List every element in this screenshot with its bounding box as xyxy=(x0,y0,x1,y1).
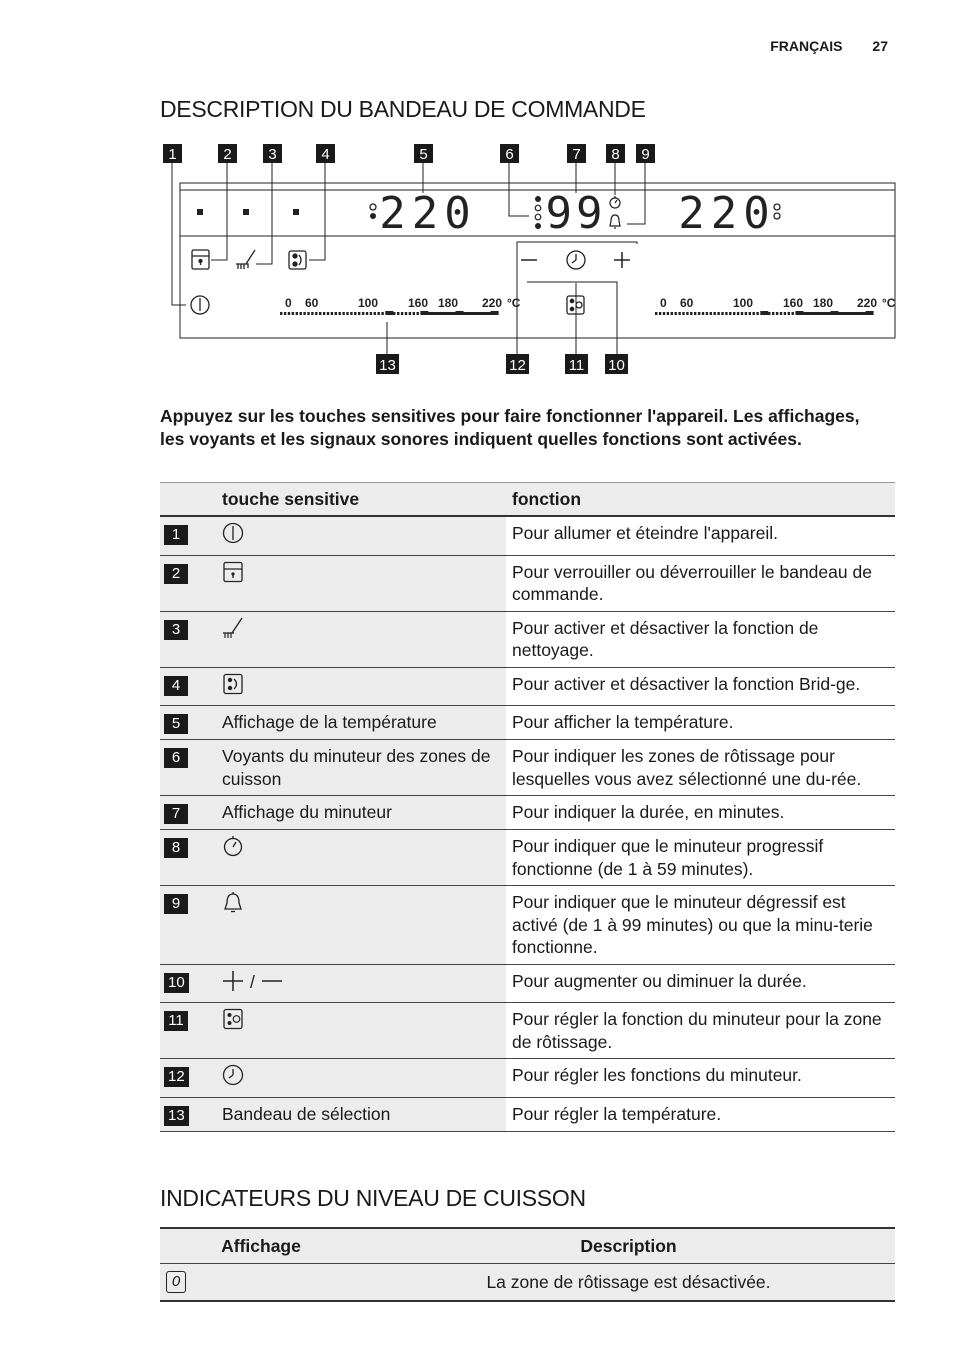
scale-tick xyxy=(413,312,415,315)
scale-tick xyxy=(706,312,708,315)
header-description: Description xyxy=(362,1228,895,1264)
scale-label: 160 xyxy=(783,296,804,310)
clock-touch-icon xyxy=(567,251,585,269)
touch-cell xyxy=(216,1097,506,1131)
scale-tick xyxy=(397,312,399,315)
header-touch: touche sensitive xyxy=(216,483,506,517)
scale-tick xyxy=(358,312,360,315)
callout-number: 10 xyxy=(164,973,189,993)
scale-label: 180 xyxy=(813,296,834,310)
bridge-icon xyxy=(222,673,244,701)
table-row xyxy=(160,1059,895,1098)
scale-tick xyxy=(350,312,352,315)
zone-timer-icon xyxy=(222,1008,244,1036)
callout-7 xyxy=(567,144,586,163)
scale-tick xyxy=(323,312,325,315)
section-title-control-panel: DESCRIPTION DU BANDEAU DE COMMANDE xyxy=(160,96,646,122)
svg-text:2: 2 xyxy=(223,146,232,163)
row-number-cell xyxy=(160,1097,216,1131)
callout-8 xyxy=(606,144,625,163)
function-cell: Pour verrouiller ou déverrouiller le bandeau de commande. xyxy=(506,555,895,611)
scale-tick xyxy=(319,312,321,315)
callout-9 xyxy=(636,144,655,163)
level-display-cell xyxy=(160,1264,362,1302)
power-touch-icon xyxy=(191,296,209,314)
row-number-cell xyxy=(160,740,216,796)
svg-text:10: 10 xyxy=(608,357,625,374)
scale-tick xyxy=(686,312,688,315)
scale-tick xyxy=(768,312,770,315)
scale-tick xyxy=(690,312,692,315)
scale-tick xyxy=(389,312,391,315)
scale-tick xyxy=(327,312,329,315)
header-language: FRANÇAIS xyxy=(770,38,843,54)
scale-tick xyxy=(296,312,298,315)
callout-4 xyxy=(316,144,335,163)
table-row xyxy=(160,667,895,706)
touch-cell xyxy=(216,516,506,555)
zone-indicator-3 xyxy=(293,209,299,215)
function-cell: Pour afficher la température. xyxy=(506,706,895,740)
scale-label: 180 xyxy=(438,296,459,310)
callout-number: 12 xyxy=(164,1067,189,1087)
scale-label: °C xyxy=(882,296,896,310)
scale-tick xyxy=(393,312,395,315)
table-header-row xyxy=(160,483,895,517)
table-row xyxy=(160,886,895,965)
scale-tick xyxy=(749,312,751,315)
callout-number: 8 xyxy=(164,838,188,858)
scale-tick xyxy=(307,312,309,315)
scale-tick xyxy=(702,312,704,315)
scale-tick xyxy=(780,312,782,315)
scale-tick xyxy=(378,312,380,315)
touch-cell xyxy=(216,1059,506,1098)
scale-tick xyxy=(753,312,755,315)
scale-tick xyxy=(331,312,333,315)
minus-icon xyxy=(261,970,283,998)
header-function: fonction xyxy=(506,483,895,517)
svg-text:11: 11 xyxy=(568,357,585,374)
cleaning-touch-icon xyxy=(236,250,255,269)
svg-text:9: 9 xyxy=(641,146,650,163)
scale-tick xyxy=(725,312,727,315)
scale-tick xyxy=(694,312,696,315)
scale-tick xyxy=(764,312,766,315)
scale-tick xyxy=(756,312,758,315)
scale-tick xyxy=(772,312,774,315)
touch-label: Bandeau de sélection xyxy=(222,1103,391,1124)
row-number-cell xyxy=(160,516,216,555)
function-cell: Pour régler les fonctions du minuteur. xyxy=(506,1059,895,1098)
touch-cell xyxy=(216,830,506,886)
cleaning-icon xyxy=(222,617,244,645)
control-panel-diagram xyxy=(150,140,910,385)
table-row xyxy=(160,1097,895,1131)
scale-tick xyxy=(678,312,680,315)
bell-icon xyxy=(222,891,244,919)
scale-tick xyxy=(409,312,411,315)
svg-text:4: 4 xyxy=(321,146,330,163)
scale-tick xyxy=(362,312,364,315)
table-row xyxy=(160,964,895,1003)
callout-labels-bottom xyxy=(376,354,628,374)
row-number-cell xyxy=(160,886,216,965)
stopwatch-indicator-icon xyxy=(610,196,620,208)
scale-label: 220 xyxy=(482,296,503,310)
scale-tick xyxy=(710,312,712,315)
right-temperature-display: 220 xyxy=(678,188,776,239)
scale-tick xyxy=(805,312,870,315)
scale-tick xyxy=(729,312,731,315)
touch-cell xyxy=(216,1003,506,1059)
scale-tick xyxy=(659,312,661,315)
function-cell: Pour régler la fonction du minuteur pour la zone de rôtissage. xyxy=(506,1003,895,1059)
svg-text:12: 12 xyxy=(509,357,526,374)
callout-number: 9 xyxy=(164,894,188,914)
bridge-touch-icon xyxy=(289,251,306,269)
scale-tick xyxy=(682,312,684,315)
scale-tick xyxy=(288,312,290,315)
scale-tick xyxy=(370,312,372,315)
scale-tick xyxy=(284,312,286,315)
clock-icon xyxy=(222,1064,244,1092)
callout-13 xyxy=(376,354,399,374)
section-title-level-indicators: INDICATEURS DU NIVEAU DE CUISSON xyxy=(160,1185,586,1211)
svg-text:5: 5 xyxy=(419,146,428,163)
row-number-cell xyxy=(160,796,216,830)
function-cell: Pour allumer et éteindre l'appareil. xyxy=(506,516,895,555)
row-number-cell xyxy=(160,1003,216,1059)
scale-tick xyxy=(714,312,716,315)
touch-cell xyxy=(216,796,506,830)
intro-paragraph: Appuyez sur les touches sensitives pour faire fonctionner l'appareil. Les affichages, les voyants et les signaux sonores indiquent quelles fonctions sont activées. xyxy=(160,406,860,449)
scale-tick xyxy=(784,312,786,315)
table-row xyxy=(160,555,895,611)
scale-tick xyxy=(733,312,735,315)
scale-tick xyxy=(721,312,723,315)
callout-number: 3 xyxy=(164,620,188,640)
callout-2 xyxy=(218,144,237,163)
table-row xyxy=(160,796,895,830)
function-cell: Pour augmenter ou diminuer la durée. xyxy=(506,964,895,1003)
callout-number: 6 xyxy=(164,748,188,768)
bell-indicator-icon xyxy=(610,215,620,228)
svg-text:6: 6 xyxy=(505,146,514,163)
touch-cell xyxy=(216,667,506,706)
scale-label: 0 xyxy=(660,296,667,310)
scale-tick xyxy=(698,312,700,315)
callout-11 xyxy=(565,354,588,374)
callout-number: 1 xyxy=(164,525,188,545)
table-row xyxy=(160,706,895,740)
scale-tick xyxy=(405,312,407,315)
touch-cell xyxy=(216,964,506,1003)
zone-indicator-2 xyxy=(243,209,249,215)
svg-text:13: 13 xyxy=(379,357,396,374)
stopwatch-icon xyxy=(222,835,244,863)
svg-text:1: 1 xyxy=(168,146,177,163)
row-number-cell xyxy=(160,667,216,706)
scale-tick xyxy=(374,312,376,315)
scale-tick xyxy=(381,312,383,315)
timer-display: 99 xyxy=(545,188,607,239)
plus-icon xyxy=(222,970,244,998)
function-cell: Pour indiquer que le minuteur dégressif est activé (de 1 à 99 minutes) ou que la minu-terie fonctionne. xyxy=(506,886,895,965)
scale-tick xyxy=(776,312,778,315)
callout-6 xyxy=(500,144,519,163)
function-cell: Pour activer et désactiver la fonction de nettoyage. xyxy=(506,611,895,667)
callout-10 xyxy=(605,354,628,374)
callout-number: 13 xyxy=(164,1106,189,1126)
level-description-cell: La zone de rôtissage est désactivée. xyxy=(362,1264,895,1302)
scale-tick xyxy=(366,312,368,315)
table-row xyxy=(160,611,895,667)
callout-number: 4 xyxy=(164,676,188,696)
table-row xyxy=(160,1003,895,1059)
function-cell: Pour activer et désactiver la fonction Brid-ge. xyxy=(506,667,895,706)
page-header xyxy=(744,38,888,54)
scale-tick xyxy=(671,312,673,315)
scale-tick xyxy=(346,312,348,315)
scale-tick xyxy=(335,312,337,315)
scale-tick xyxy=(741,312,743,315)
scale-tick xyxy=(354,312,356,315)
function-cell: Pour indiquer les zones de rôtissage pour lesquelles vous avez sélectionné une du-rée. xyxy=(506,740,895,796)
touch-label: Affichage de la température xyxy=(222,712,437,732)
callout-1 xyxy=(163,144,182,163)
scale-tick xyxy=(417,312,419,315)
scale-tick xyxy=(799,312,801,315)
scale-tick xyxy=(667,312,669,315)
scale-label: 100 xyxy=(358,296,379,310)
row-number-cell xyxy=(160,555,216,611)
scale-label: 60 xyxy=(305,296,319,310)
header-num xyxy=(160,483,216,517)
scale-tick xyxy=(717,312,719,315)
callout-number: 5 xyxy=(164,714,188,734)
zone-indicator-1 xyxy=(197,209,203,215)
touch-cell xyxy=(216,706,506,740)
svg-text:7: 7 xyxy=(572,146,581,163)
scale-tick xyxy=(292,312,294,315)
page-number: 27 xyxy=(872,38,888,54)
scale-label: 220 xyxy=(857,296,878,310)
table-row xyxy=(160,740,895,796)
power-icon xyxy=(222,522,244,550)
left-temperature-display: 220 xyxy=(379,188,477,239)
scale-tick xyxy=(655,312,657,315)
scale-tick xyxy=(737,312,739,315)
touch-cell xyxy=(216,886,506,965)
scale-label: °C xyxy=(507,296,521,310)
touch-cell xyxy=(216,740,506,796)
scale-tick xyxy=(401,312,403,315)
touch-cell xyxy=(216,611,506,667)
function-cell: Pour régler la température. xyxy=(506,1097,895,1131)
plus-touch-icon xyxy=(614,252,630,268)
scale-tick xyxy=(280,312,282,315)
svg-text:3: 3 xyxy=(268,146,277,163)
row-number-cell xyxy=(160,1059,216,1098)
callout-5 xyxy=(414,144,433,163)
level-table-header-row xyxy=(160,1228,895,1264)
scale-tick xyxy=(424,312,426,315)
table-row xyxy=(160,1264,895,1302)
function-cell: Pour indiquer la durée, en minutes. xyxy=(506,796,895,830)
scale-tick xyxy=(745,312,747,315)
scale-tick xyxy=(663,312,665,315)
scale-label: 60 xyxy=(680,296,694,310)
touch-cell xyxy=(216,555,506,611)
table-row xyxy=(160,516,895,555)
touch-label: Affichage du minuteur xyxy=(222,802,392,822)
scale-label: 160 xyxy=(408,296,429,310)
touch-function-table xyxy=(160,482,895,1132)
scale-tick xyxy=(315,312,317,315)
scale-tick xyxy=(675,312,677,315)
callout-number: 11 xyxy=(164,1011,188,1031)
row-number-cell xyxy=(160,706,216,740)
scale-label: 0 xyxy=(285,296,292,310)
svg-text:8: 8 xyxy=(611,146,620,163)
level-glyph-icon: 0 xyxy=(166,1271,186,1293)
row-number-cell xyxy=(160,964,216,1003)
scale-tick xyxy=(311,312,313,315)
callout-number: 2 xyxy=(164,564,188,584)
row-number-cell xyxy=(160,830,216,886)
callout-labels-top xyxy=(163,144,655,163)
callout-number: 7 xyxy=(164,804,188,824)
table-row xyxy=(160,830,895,886)
scale-tick xyxy=(788,312,790,315)
scale-tick xyxy=(430,312,495,315)
lock-touch-icon xyxy=(192,250,209,269)
scale-tick xyxy=(300,312,302,315)
callout-12 xyxy=(506,354,529,374)
scale-label: 100 xyxy=(733,296,754,310)
lock-icon xyxy=(222,561,244,589)
scale-tick xyxy=(339,312,341,315)
temperature-slider-right xyxy=(655,296,896,315)
function-cell: Pour indiquer que le minuteur progressif fonctionne (de 1 à 59 minutes). xyxy=(506,830,895,886)
temperature-slider-left xyxy=(280,296,521,315)
header-display: Affichage xyxy=(160,1228,362,1264)
callout-3 xyxy=(263,144,282,163)
level-indicator-table xyxy=(160,1227,895,1302)
row-number-cell xyxy=(160,611,216,667)
touch-label: Voyants du minuteur des zones de cuisson xyxy=(222,746,491,789)
scale-tick xyxy=(303,312,305,315)
scale-tick xyxy=(792,312,794,315)
separator-text: / xyxy=(250,971,255,992)
scale-tick xyxy=(342,312,344,315)
